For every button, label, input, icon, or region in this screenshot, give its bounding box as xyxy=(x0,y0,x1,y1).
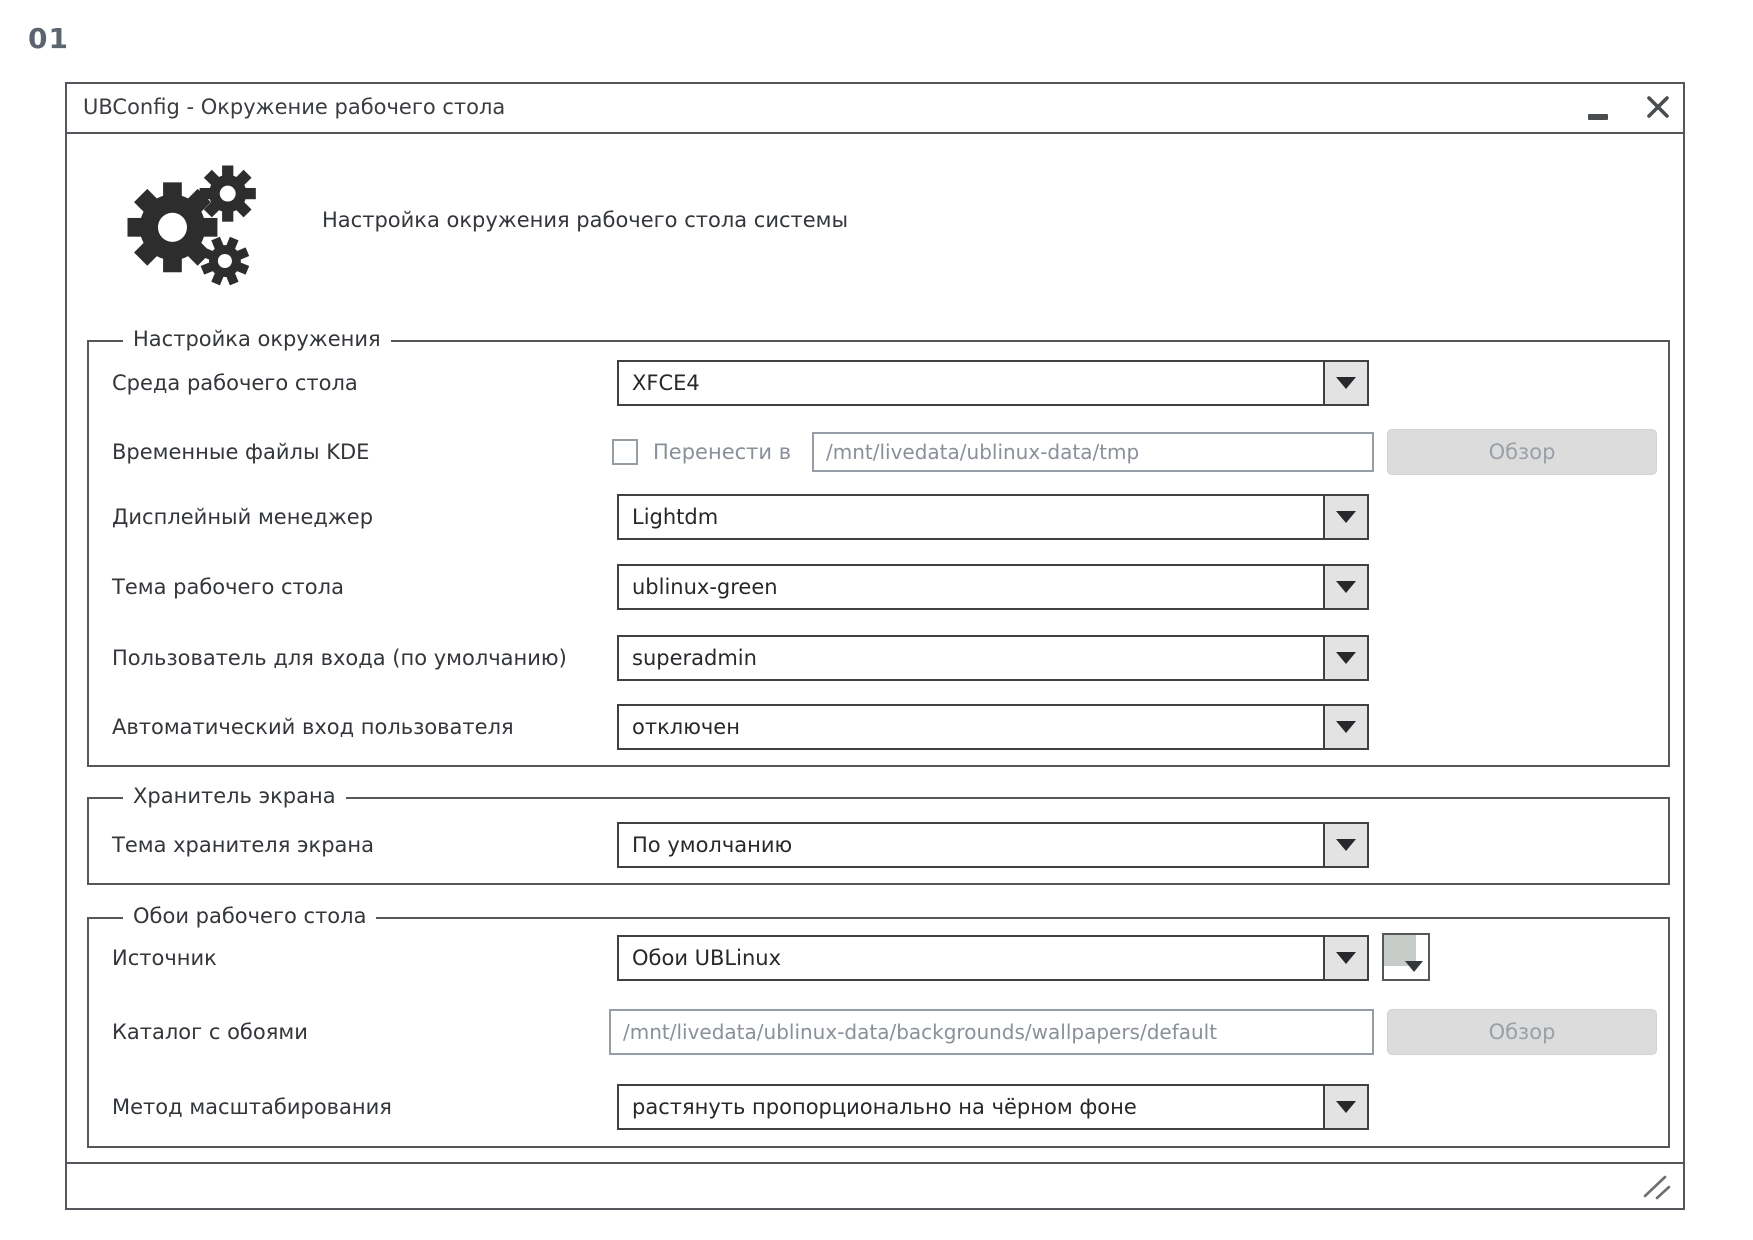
resize-grip[interactable] xyxy=(1639,1172,1673,1202)
default-login-user-select[interactable] xyxy=(617,635,1369,681)
wallpaper-source-select[interactable] xyxy=(617,935,1369,981)
display-manager-select[interactable] xyxy=(617,494,1369,540)
label-wallpaper-dir: Каталог с обоями xyxy=(112,1020,308,1044)
minimize-icon xyxy=(1586,111,1612,123)
label-auto-login: Автоматический вход пользователя xyxy=(112,715,514,739)
chevron-down-icon[interactable] xyxy=(1323,637,1367,679)
wallpaper-dir-input[interactable]: /mnt/livedata/ublinux-data/backgrounds/wallpapers/default xyxy=(609,1009,1374,1055)
titlebar[interactable] xyxy=(67,84,1683,134)
gears-icon xyxy=(119,158,269,295)
chevron-down-icon xyxy=(1405,961,1423,972)
move-kde-temp-checkbox-label: Перенести в xyxy=(653,440,792,464)
header-description: Настройка окружения рабочего стола системы xyxy=(322,208,849,232)
chevron-down-icon[interactable] xyxy=(1323,1086,1367,1128)
label-wallpaper-source: Источник xyxy=(112,946,217,970)
group-wallpaper-legend: Обои рабочего стола xyxy=(123,904,376,928)
auto-login-select[interactable] xyxy=(617,704,1369,750)
label-kde-temp-files: Временные файлы KDE xyxy=(112,440,370,464)
auto-login-value: отключен xyxy=(632,715,740,739)
desktop-environment-value: XFCE4 xyxy=(632,371,700,395)
step-number: 01 xyxy=(28,22,69,55)
chevron-down-icon[interactable] xyxy=(1323,706,1367,748)
kde-temp-path-input[interactable]: /mnt/livedata/ublinux-data/tmp xyxy=(812,432,1374,472)
screensaver-theme-select[interactable] xyxy=(617,822,1369,868)
chevron-down-icon[interactable] xyxy=(1323,496,1367,538)
chevron-down-icon[interactable] xyxy=(1323,824,1367,866)
chevron-down-icon[interactable] xyxy=(1323,362,1367,404)
window-title: UBConfig - Окружение рабочего стола xyxy=(83,95,506,119)
label-screensaver-theme: Тема хранителя экрана xyxy=(112,833,375,857)
group-environment-legend: Настройка окружения xyxy=(123,327,391,351)
wallpaper-dir-browse-button[interactable]: Обзор xyxy=(1387,1009,1657,1055)
scaling-method-value: растянуть пропорционально на чёрном фоне xyxy=(632,1095,1137,1119)
minimize-button[interactable] xyxy=(1586,108,1612,120)
color-swatch-button[interactable] xyxy=(1382,933,1430,981)
default-login-user-value: superadmin xyxy=(632,646,757,670)
move-kde-temp-checkbox[interactable] xyxy=(612,439,638,465)
wallpaper-source-value: Обои UBLinux xyxy=(632,946,782,970)
close-icon xyxy=(1644,93,1672,121)
chevron-down-icon[interactable] xyxy=(1323,566,1367,608)
chevron-down-icon[interactable] xyxy=(1323,937,1367,979)
label-desktop-environment: Среда рабочего стола xyxy=(112,371,358,395)
group-screensaver-legend: Хранитель экрана xyxy=(123,784,346,808)
label-display-manager: Дисплейный менеджер xyxy=(112,505,374,529)
scaling-method-select[interactable] xyxy=(617,1084,1369,1130)
ubconfig-window xyxy=(65,82,1685,1210)
display-manager-value: Lightdm xyxy=(632,505,719,529)
label-scaling-method: Метод масштабирования xyxy=(112,1095,392,1119)
screensaver-theme-value: По умолчанию xyxy=(632,833,793,857)
status-bar xyxy=(67,1162,1683,1208)
desktop-environment-select[interactable] xyxy=(617,360,1369,406)
label-desktop-theme: Тема рабочего стола xyxy=(112,575,344,599)
close-button[interactable] xyxy=(1644,93,1672,121)
kde-temp-browse-button[interactable]: Обзор xyxy=(1387,429,1657,475)
desktop-theme-select[interactable] xyxy=(617,564,1369,610)
desktop-theme-value: ublinux-green xyxy=(632,575,778,599)
label-default-login-user: Пользователь для входа (по умолчанию) xyxy=(112,646,567,670)
